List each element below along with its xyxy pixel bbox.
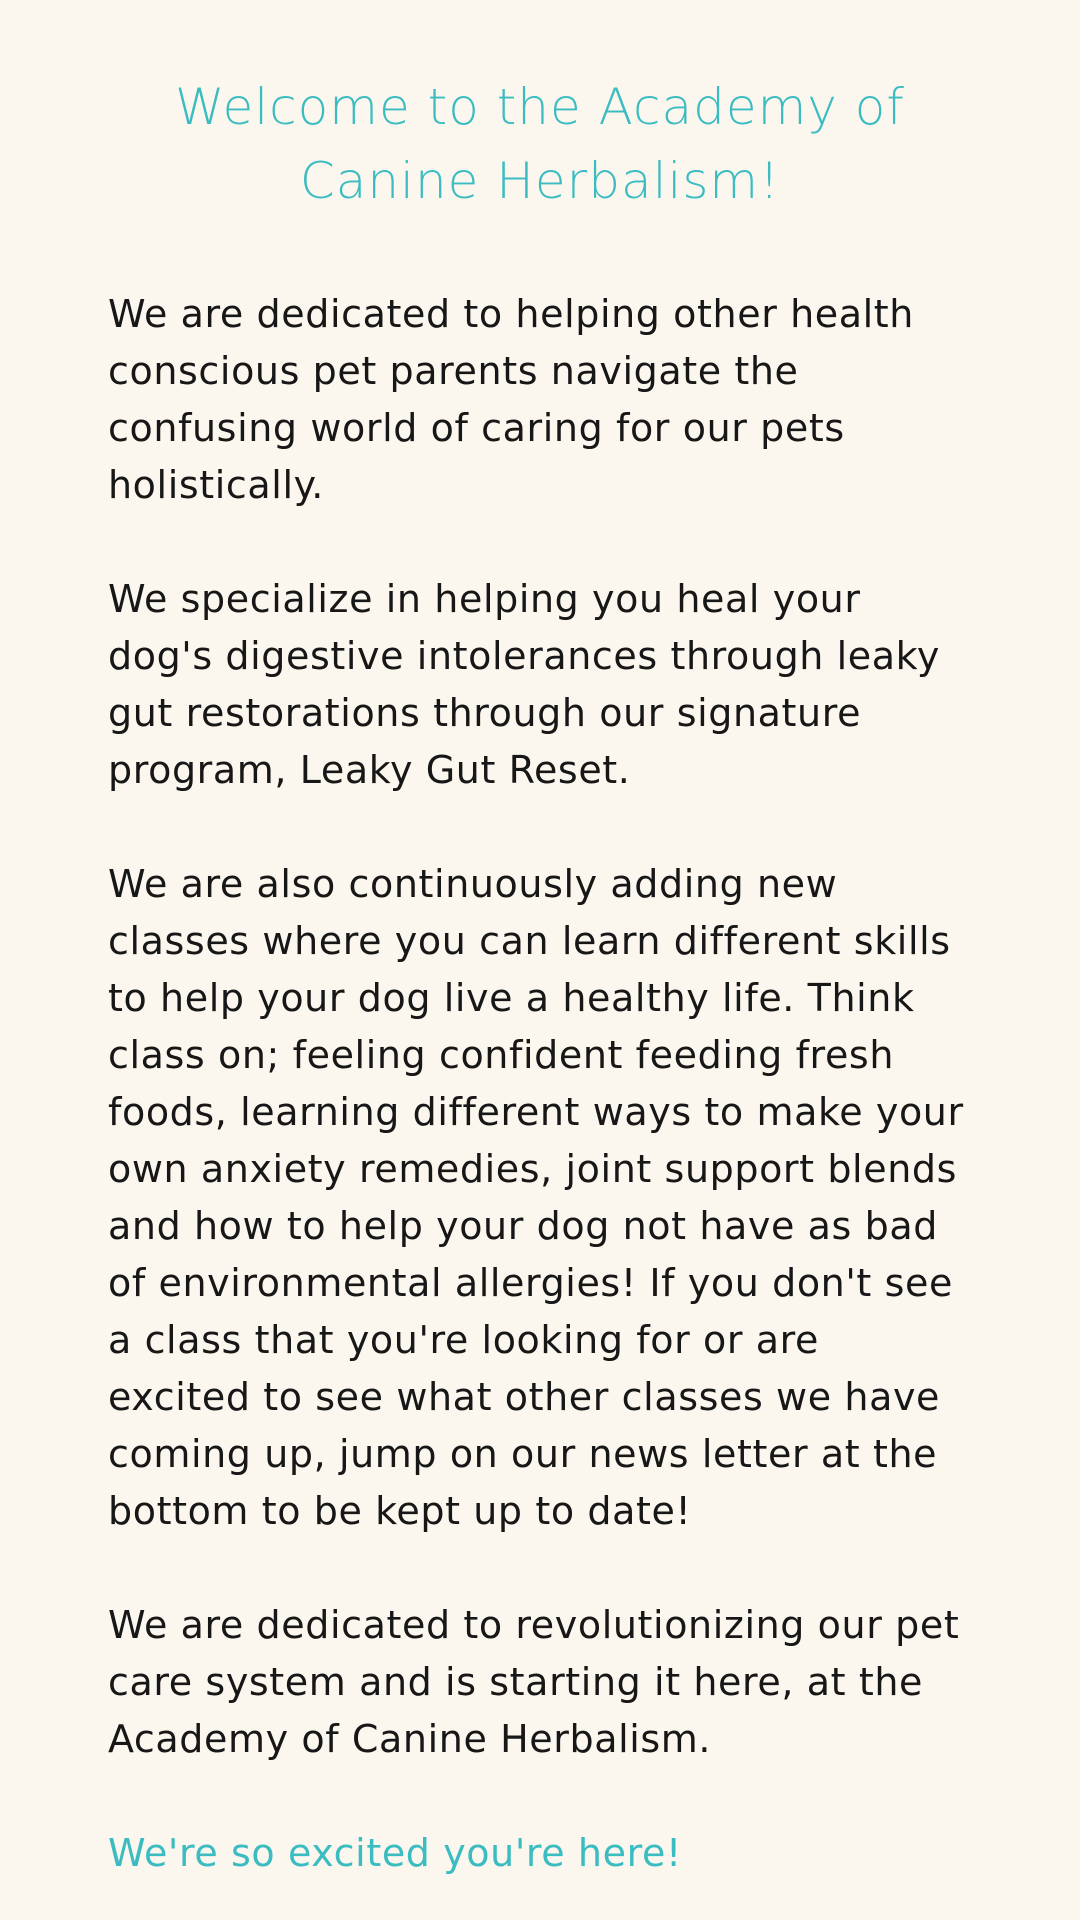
intro-copy xyxy=(108,286,972,1882)
intro-paragraph-4: We are dedicated to revolutionizing our pet care system and is starting it here, at the Academy of Canine Herbalism. xyxy=(108,1603,960,1761)
intro-paragraph-2: We specialize in helping you heal your dog's digestive intolerances through leaky gut restorations through our signature program, Leaky Gut Reset. xyxy=(108,577,941,792)
intro-paragraph-1: We are dedicated to helping other health conscious pet parents navigate the confusing world of caring for our pets holistically. xyxy=(108,292,914,507)
intro-paragraph-3: We are also continuously adding new classes where you can learn different skills to help your dog live a healthy life. Think class on; feeling confident feeding fresh foods, learning different ways to make your own anxiety remedies, joint support blends and how to help your dog not have as bad of environmental allergies! If you don't see a class that you're looking for or are excited to see what other classes we have coming up, jump on our news letter at the bottom to be kept up to date! xyxy=(108,862,964,1533)
page-title: Welcome to the Academy of Canine Herbalism! xyxy=(175,78,905,210)
closing-message: We're so excited you're here! xyxy=(108,1831,682,1875)
